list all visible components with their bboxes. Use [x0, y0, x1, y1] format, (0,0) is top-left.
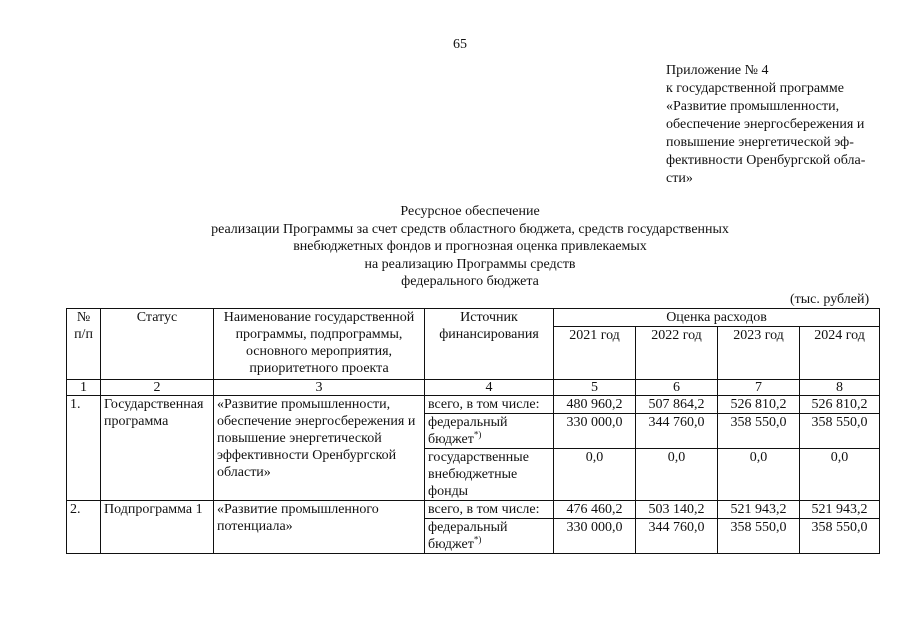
source-label	[425, 519, 554, 554]
appendix-line: обеспечение энергосбережения и	[666, 117, 865, 132]
value-cell: 521 943,2	[800, 501, 880, 519]
value-cell: 521 943,2	[718, 501, 800, 519]
column-index: 1	[67, 380, 101, 396]
title-line: федерального бюджета	[401, 274, 539, 289]
header-year: 2022 год	[636, 327, 718, 380]
source-label-text: всего, в том числе:	[428, 397, 540, 412]
column-index: 8	[800, 380, 880, 396]
row-name: «Развитие промышленности, обеспечение энергосбережения и повышение энергетической эффективности Оренбургской области»	[214, 396, 425, 501]
row-status: Государственная программа	[101, 396, 214, 501]
value-cell: 526 810,2	[800, 396, 880, 414]
document-title	[150, 203, 790, 291]
value-cell: 0,0	[718, 449, 800, 501]
row-num: 2.	[67, 501, 101, 554]
footnote-mark: *)	[473, 534, 482, 545]
appendix-line: сти»	[666, 171, 693, 186]
header-year: 2023 год	[718, 327, 800, 380]
appendix-line: «Развитие промышленности,	[666, 99, 840, 114]
table-row	[67, 501, 880, 519]
value-cell: 330 000,0	[554, 414, 636, 449]
source-label-text: государственные внебюджетные фонды	[428, 450, 529, 499]
column-index: 2	[101, 380, 214, 396]
header-year: 2021 год	[554, 327, 636, 380]
source-label-text: федеральный бюджет	[428, 520, 508, 552]
source-label	[425, 414, 554, 449]
value-cell: 358 550,0	[800, 519, 880, 554]
header-name: Наименование государственной программы, подпрограммы, основного мероприятия, приоритетного проекта	[214, 309, 425, 380]
header-year: 2024 год	[800, 327, 880, 380]
appendix-line: повышение энергетической эф-	[666, 135, 854, 150]
source-label-text: федеральный бюджет	[428, 415, 508, 447]
appendix-header	[666, 62, 896, 188]
column-index: 4	[425, 380, 554, 396]
appendix-line: Приложение № 4	[666, 63, 769, 78]
column-index: 6	[636, 380, 718, 396]
value-cell: 476 460,2	[554, 501, 636, 519]
value-cell: 0,0	[636, 449, 718, 501]
source-label	[425, 396, 554, 414]
row-name: «Развитие промышленного потенциала»	[214, 501, 425, 554]
appendix-line: фективности Оренбургской обла-	[666, 153, 866, 168]
units-note: (тыс. рублей)	[790, 292, 870, 307]
value-cell: 358 550,0	[800, 414, 880, 449]
budget-table	[66, 308, 880, 554]
value-cell: 0,0	[800, 449, 880, 501]
title-line: Ресурсное обеспечение	[400, 204, 540, 219]
source-label	[425, 449, 554, 501]
header-expenses: Оценка расходов	[554, 309, 880, 327]
title-line: на реализацию Программы средств	[364, 256, 576, 272]
value-cell: 503 140,2	[636, 501, 718, 519]
value-cell: 358 550,0	[718, 519, 800, 554]
value-cell: 507 864,2	[636, 396, 718, 414]
appendix-line: к государственной программе	[666, 81, 844, 96]
value-cell: 344 760,0	[636, 414, 718, 449]
column-index: 3	[214, 380, 425, 396]
value-cell: 480 960,2	[554, 396, 636, 414]
value-cell: 330 000,0	[554, 519, 636, 554]
row-num: 1.	[67, 396, 101, 501]
source-label-text: всего, в том числе:	[428, 502, 540, 517]
value-cell: 0,0	[554, 449, 636, 501]
footnote-mark: *)	[473, 429, 482, 440]
value-cell: 358 550,0	[718, 414, 800, 449]
header-row	[67, 309, 880, 327]
title-line: реализации Программы за счет средств областного бюджета, средств государственных	[211, 221, 729, 237]
table-row	[67, 396, 880, 414]
page-number: 65	[453, 37, 467, 52]
column-index-row	[67, 380, 880, 396]
header-num: № п/п	[67, 309, 101, 380]
header-source: Источник финансирования	[425, 309, 554, 380]
row-status: Подпрограмма 1	[101, 501, 214, 554]
title-line: внебюджетных фондов и прогнозная оценка привлекаемых	[293, 239, 647, 254]
value-cell: 344 760,0	[636, 519, 718, 554]
column-index: 5	[554, 380, 636, 396]
column-index: 7	[718, 380, 800, 396]
value-cell: 526 810,2	[718, 396, 800, 414]
header-status: Статус	[101, 309, 214, 380]
source-label	[425, 501, 554, 519]
